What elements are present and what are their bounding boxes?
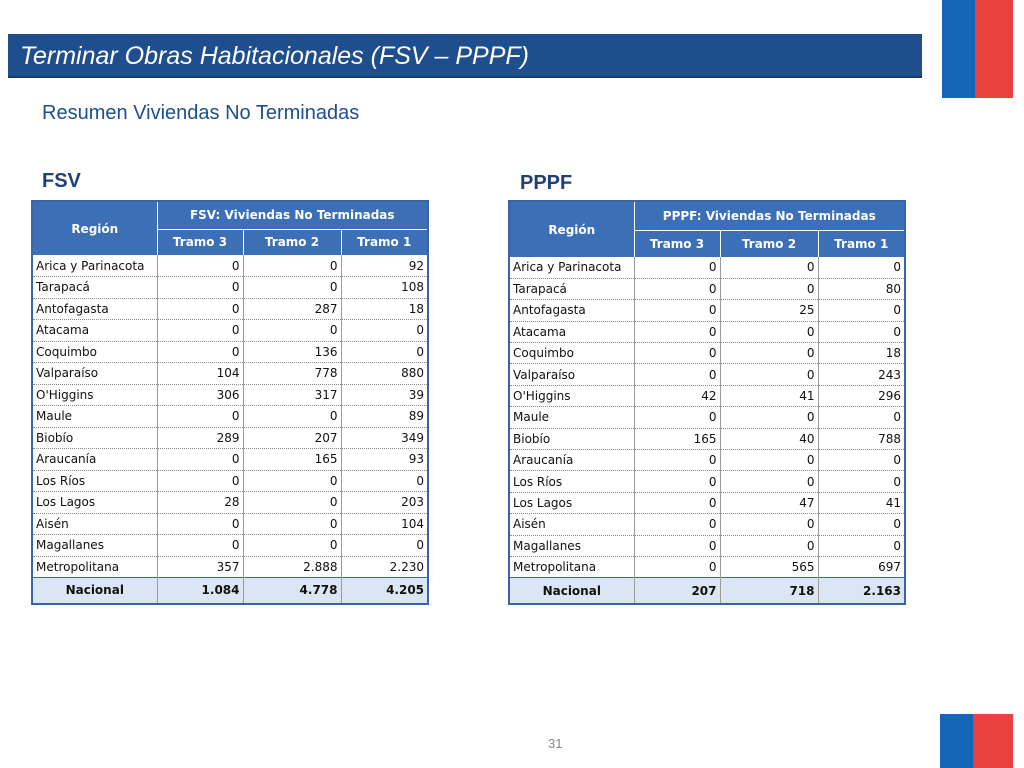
tramo-3-cell: 42 <box>634 385 720 406</box>
region-cell: Biobío <box>32 427 157 449</box>
tramo-1-cell: 39 <box>341 384 428 406</box>
tramo-3-cell: 0 <box>634 321 720 342</box>
region-cell: Valparaíso <box>509 364 634 385</box>
region-cell: Araucanía <box>32 449 157 471</box>
flag-logo-bottom <box>940 714 1013 768</box>
region-cell: Tarapacá <box>509 278 634 299</box>
flag-blue-stripe <box>942 0 975 98</box>
tramo-1-cell: 296 <box>818 385 905 406</box>
region-cell: Biobío <box>509 428 634 449</box>
table-row <box>509 428 905 449</box>
tramo-1-cell: 0 <box>818 321 905 342</box>
region-cell: Coquimbo <box>509 343 634 364</box>
tramo-2-cell: 0 <box>720 514 818 535</box>
tramo-1-cell: 349 <box>341 427 428 449</box>
tramo-1-cell: 880 <box>341 363 428 385</box>
table-row <box>509 321 905 342</box>
pppf-table <box>508 200 906 605</box>
tramo-3-cell: 0 <box>634 535 720 556</box>
region-column-header: Región <box>509 201 634 257</box>
tramo-1-cell: 93 <box>341 449 428 471</box>
tramo-2-cell: 0 <box>243 513 341 535</box>
tramo-2-cell: 0 <box>720 471 818 492</box>
tramo-1-cell: 108 <box>341 277 428 299</box>
tramo-1-cell: 0 <box>341 470 428 492</box>
column-header-tramo-2: Tramo 2 <box>243 229 341 255</box>
tramo-1-cell: 18 <box>818 343 905 364</box>
tramo-2-cell: 136 <box>243 341 341 363</box>
table-row <box>509 535 905 556</box>
table-row <box>32 470 428 492</box>
column-header-tramo-3: Tramo 3 <box>157 229 243 255</box>
tramo-2-cell: 0 <box>720 364 818 385</box>
tramo-2-cell: 0 <box>720 450 818 471</box>
region-cell: Metropolitana <box>32 556 157 578</box>
region-cell: Coquimbo <box>32 341 157 363</box>
region-cell: Arica y Parinacota <box>32 255 157 277</box>
tramo-3-cell: 165 <box>634 428 720 449</box>
table-row <box>509 492 905 513</box>
tramo-3-cell: 0 <box>157 341 243 363</box>
tramo-3-cell: 28 <box>157 492 243 514</box>
column-header-tramo-1: Tramo 1 <box>818 230 905 257</box>
total-tramo-2-cell: 718 <box>720 578 818 604</box>
column-header-tramo-2: Tramo 2 <box>720 230 818 257</box>
tramo-3-cell: 0 <box>634 364 720 385</box>
tramo-2-cell: 165 <box>243 449 341 471</box>
flag-red-stripe <box>975 0 1013 98</box>
tramo-3-cell: 0 <box>634 300 720 321</box>
total-row <box>509 578 905 604</box>
tramo-1-cell: 0 <box>818 407 905 428</box>
tramo-1-cell: 0 <box>341 535 428 557</box>
tramo-2-cell: 0 <box>720 321 818 342</box>
tramo-1-cell: 697 <box>818 556 905 577</box>
tramo-2-cell: 25 <box>720 300 818 321</box>
table-row <box>509 471 905 492</box>
tramo-2-cell: 0 <box>720 278 818 299</box>
pppf-label: PPPF <box>520 172 573 194</box>
tramo-3-cell: 104 <box>157 363 243 385</box>
title-bar <box>8 34 922 78</box>
tramo-1-cell: 0 <box>818 471 905 492</box>
table-row <box>509 300 905 321</box>
tramo-3-cell: 0 <box>157 298 243 320</box>
table-row <box>32 427 428 449</box>
column-header-tramo-3: Tramo 3 <box>634 230 720 257</box>
tramo-1-cell: 92 <box>341 255 428 277</box>
tramo-2-cell: 0 <box>720 343 818 364</box>
tramo-2-cell: 317 <box>243 384 341 406</box>
table-row <box>509 556 905 577</box>
flag-blue-stripe <box>940 714 973 768</box>
tramo-3-cell: 0 <box>634 450 720 471</box>
table-row <box>509 364 905 385</box>
flag-logo-top <box>942 0 1013 98</box>
region-cell: Arica y Parinacota <box>509 257 634 278</box>
table-row <box>32 277 428 299</box>
tramo-1-cell: 0 <box>818 300 905 321</box>
column-header-tramo-1: Tramo 1 <box>341 229 428 255</box>
tramo-1-cell: 203 <box>341 492 428 514</box>
tramo-3-cell: 0 <box>634 471 720 492</box>
tramo-1-cell: 788 <box>818 428 905 449</box>
tramo-1-cell: 0 <box>341 320 428 342</box>
group-column-header: FSV: Viviendas No Terminadas <box>157 201 428 229</box>
tramo-1-cell: 0 <box>818 514 905 535</box>
region-cell: Los Lagos <box>32 492 157 514</box>
tramo-3-cell: 0 <box>157 535 243 557</box>
table-row <box>509 278 905 299</box>
tramo-1-cell: 18 <box>341 298 428 320</box>
tramo-1-cell: 243 <box>818 364 905 385</box>
pppf-table-body <box>509 257 905 604</box>
tramo-1-cell: 0 <box>341 341 428 363</box>
total-tramo-3-cell: 1.084 <box>157 578 243 604</box>
region-cell: Los Ríos <box>509 471 634 492</box>
table-row <box>32 341 428 363</box>
tramo-3-cell: 306 <box>157 384 243 406</box>
region-cell: Los Lagos <box>509 492 634 513</box>
region-column-header: Región <box>32 201 157 255</box>
tramo-2-cell: 0 <box>720 407 818 428</box>
tramo-2-cell: 0 <box>720 535 818 556</box>
region-cell: Araucanía <box>509 450 634 471</box>
table-row <box>32 513 428 535</box>
region-cell: Antofagasta <box>32 298 157 320</box>
total-tramo-2-cell: 4.778 <box>243 578 341 604</box>
tramo-2-cell: 207 <box>243 427 341 449</box>
tramo-1-cell: 0 <box>818 450 905 471</box>
region-cell: Los Ríos <box>32 470 157 492</box>
table-row <box>32 298 428 320</box>
tramo-3-cell: 0 <box>634 257 720 278</box>
table-row <box>509 407 905 428</box>
slide-title: Terminar Obras Habitacionales (FSV – PPPF) <box>20 42 529 70</box>
region-cell: Atacama <box>509 321 634 342</box>
table-row <box>32 363 428 385</box>
slide-subtitle: Resumen Viviendas No Terminadas <box>42 102 360 124</box>
tramo-2-cell: 287 <box>243 298 341 320</box>
table-row <box>509 257 905 278</box>
fsv-table <box>31 200 429 605</box>
tramo-3-cell: 0 <box>157 470 243 492</box>
region-cell: Aisén <box>32 513 157 535</box>
region-cell: Valparaíso <box>32 363 157 385</box>
fsv-label: FSV <box>42 170 81 192</box>
table-row <box>32 556 428 578</box>
table-row <box>32 492 428 514</box>
table-row <box>32 384 428 406</box>
total-tramo-1-cell: 2.163 <box>818 578 905 604</box>
tramo-1-cell: 0 <box>818 257 905 278</box>
region-cell: Antofagasta <box>509 300 634 321</box>
tramo-3-cell: 0 <box>157 277 243 299</box>
tramo-3-cell: 357 <box>157 556 243 578</box>
tramo-3-cell: 0 <box>634 514 720 535</box>
group-column-header: PPPF: Viviendas No Terminadas <box>634 201 905 230</box>
table-row <box>32 449 428 471</box>
tramo-2-cell: 0 <box>720 257 818 278</box>
tramo-1-cell: 80 <box>818 278 905 299</box>
region-cell: Metropolitana <box>509 556 634 577</box>
region-cell: Magallanes <box>32 535 157 557</box>
tramo-2-cell: 47 <box>720 492 818 513</box>
tramo-3-cell: 0 <box>157 320 243 342</box>
tramo-2-cell: 0 <box>243 406 341 428</box>
tramo-1-cell: 2.230 <box>341 556 428 578</box>
tramo-2-cell: 2.888 <box>243 556 341 578</box>
table-row <box>509 450 905 471</box>
total-tramo-1-cell: 4.205 <box>341 578 428 604</box>
table-row <box>509 385 905 406</box>
tramo-2-cell: 41 <box>720 385 818 406</box>
fsv-table-body <box>32 255 428 604</box>
tramo-3-cell: 0 <box>634 407 720 428</box>
table-row <box>509 514 905 535</box>
tramo-3-cell: 0 <box>157 255 243 277</box>
table-row <box>32 320 428 342</box>
tramo-2-cell: 40 <box>720 428 818 449</box>
tramo-2-cell: 0 <box>243 320 341 342</box>
region-cell: Atacama <box>32 320 157 342</box>
tramo-3-cell: 0 <box>157 449 243 471</box>
flag-red-stripe <box>973 714 1013 768</box>
total-tramo-3-cell: 207 <box>634 578 720 604</box>
tramo-3-cell: 289 <box>157 427 243 449</box>
table-row <box>509 343 905 364</box>
total-label-cell: Nacional <box>32 578 157 604</box>
tramo-2-cell: 0 <box>243 255 341 277</box>
tramo-3-cell: 0 <box>157 513 243 535</box>
tramo-3-cell: 0 <box>634 492 720 513</box>
region-cell: O'Higgins <box>509 385 634 406</box>
total-label-cell: Nacional <box>509 578 634 604</box>
tramo-3-cell: 0 <box>634 343 720 364</box>
region-cell: Magallanes <box>509 535 634 556</box>
tramo-3-cell: 0 <box>634 556 720 577</box>
page-number: 31 <box>548 736 563 751</box>
tramo-2-cell: 0 <box>243 535 341 557</box>
tramo-2-cell: 565 <box>720 556 818 577</box>
tramo-2-cell: 0 <box>243 492 341 514</box>
tramo-2-cell: 778 <box>243 363 341 385</box>
total-row <box>32 578 428 604</box>
region-cell: Tarapacá <box>32 277 157 299</box>
tramo-1-cell: 89 <box>341 406 428 428</box>
tramo-3-cell: 0 <box>157 406 243 428</box>
region-cell: O'Higgins <box>32 384 157 406</box>
region-cell: Maule <box>32 406 157 428</box>
tramo-2-cell: 0 <box>243 470 341 492</box>
table-row <box>32 535 428 557</box>
table-row <box>32 406 428 428</box>
region-cell: Maule <box>509 407 634 428</box>
region-cell: Aisén <box>509 514 634 535</box>
tramo-1-cell: 41 <box>818 492 905 513</box>
tramo-1-cell: 104 <box>341 513 428 535</box>
tramo-1-cell: 0 <box>818 535 905 556</box>
tramo-2-cell: 0 <box>243 277 341 299</box>
tramo-3-cell: 0 <box>634 278 720 299</box>
table-row <box>32 255 428 277</box>
